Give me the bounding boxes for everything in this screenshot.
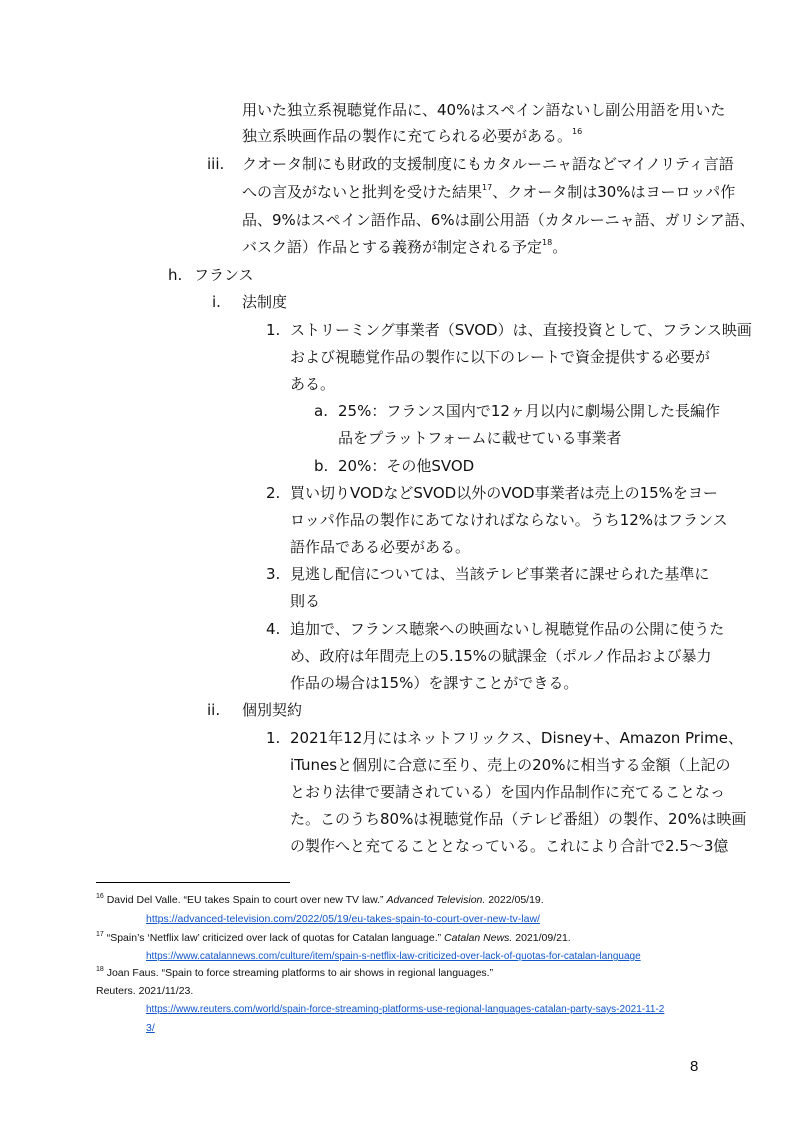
body-line: ロッパ作品の製作にあてなければならない。うち12%はフランス xyxy=(290,511,728,529)
footnote-ref-16[interactable]: 16 xyxy=(572,127,583,136)
body-line: クオータ制にも財政的支援制度にもカタルーニャ語などマイノリティ言語 xyxy=(242,155,734,173)
list-marker: iii. xyxy=(207,155,225,173)
body-line: 用いた独立系視聴覚作品に、40%はスペイン語ないし副公用語を用いた xyxy=(242,101,726,119)
list-marker: 4. xyxy=(266,620,281,638)
body-line: 語作品である必要がある。 xyxy=(290,538,471,556)
footnote-ref-18[interactable]: 18 xyxy=(542,238,553,247)
source-title: Catalan News. xyxy=(444,932,513,944)
body-line: 品をプラットフォームに載せている事業者 xyxy=(338,429,622,447)
text: 2022/05/19. xyxy=(485,894,544,906)
text: 。 xyxy=(552,238,568,256)
footnote-link[interactable]: https://www.catalannews.com/culture/item/spain-s-netflix-law-criticized-over-lack-of-quotas-for-catalan-language xyxy=(146,951,641,962)
source-title: Advanced Television. xyxy=(386,894,486,906)
footnote-16 xyxy=(96,893,544,907)
body-line: 買い切りVODなどSVOD以外のVOD事業者は売上の15%をヨー xyxy=(290,484,718,502)
section-heading: フランス xyxy=(194,266,254,284)
body-line xyxy=(242,126,582,146)
text: 2021/09/21. xyxy=(512,932,571,944)
body-line xyxy=(242,182,735,202)
text: “Spain’s ‘Netflix law’ criticized over lack of quotas for Catalan language.” xyxy=(106,932,445,944)
body-line: とおり法律で要請されている）を国内作品制作に充てることなっ xyxy=(290,783,726,801)
text: 独立系映画作品の製作に充てられる必要がある。 xyxy=(242,127,573,145)
footnote-18 xyxy=(96,966,493,980)
footnote-text: Reuters. 2021/11/23. xyxy=(96,985,194,997)
body-line: 追加で、フランス聴衆への映画ないし視聴覚作品の公開に使うた xyxy=(290,620,725,638)
body-line: 20%：その他SVOD xyxy=(338,457,475,475)
body-line: 品、9%はスペイン語作品、6%は副公用語（カタルーニャ語、ガリシア語、 xyxy=(242,211,755,229)
body-line: iTunesと個別に合意に至り、売上の20%に相当する金額（上記の xyxy=(290,756,731,774)
subsection-heading: 法制度 xyxy=(242,293,288,311)
text: バスク語）作品とする義務が制定される予定 xyxy=(242,238,543,256)
text: David Del Valle. “EU takes Spain to court over new TV law.” xyxy=(106,894,387,906)
footnote-separator xyxy=(96,882,290,883)
text: への言及がないと批判を受けた結果 xyxy=(242,183,483,201)
body-line: ストリーミング事業者（SVOD）は、直接投資として、フランス映画 xyxy=(290,321,752,339)
page-number: 8 xyxy=(690,1058,699,1075)
footnote-ref-17[interactable]: 17 xyxy=(482,183,493,192)
footnote-link[interactable]: https://www.reuters.com/world/spain-force-streaming-platforms-use-regional-languages-catalan-party-says-2021-11-2 xyxy=(146,1004,665,1015)
subsection-heading: 個別契約 xyxy=(242,701,303,719)
list-marker: 3. xyxy=(266,565,281,583)
body-line xyxy=(242,237,567,257)
text: Joan Faus. “Spain to force streaming platforms to air shows in regional languages.” xyxy=(106,967,494,979)
body-line: および視聴覚作品の製作に以下のレートで資金提供する必要が xyxy=(290,348,711,366)
body-line: 則る xyxy=(290,592,321,610)
body-line: 作品の場合は15%）を課すことができる。 xyxy=(290,674,579,692)
footnote-number: 16 xyxy=(96,893,104,900)
body-line: 2021年12月にはネットフリックス、Disney+、Amazon Prime、 xyxy=(290,729,743,747)
footnote-link[interactable]: 3/ xyxy=(146,1022,155,1034)
footnote-link[interactable]: https://advanced-television.com/2022/05/19/eu-takes-spain-to-court-over-new-tv-law/ xyxy=(146,913,540,925)
list-marker: b. xyxy=(314,457,329,475)
body-line: め、政府は年間売上の5.15%の賦課金（ポルノ作品および暴力 xyxy=(290,647,712,665)
body-line: ある。 xyxy=(290,375,336,393)
list-marker: a. xyxy=(314,402,328,420)
text: 、クオータ制は30%はヨーロッパ作 xyxy=(492,183,736,201)
body-line: 見逃し配信については、当該テレビ事業者に課せられた基準に xyxy=(290,565,710,583)
list-marker: ii. xyxy=(207,701,221,719)
list-marker: 1. xyxy=(266,321,281,339)
body-line: の製作へと充てることとなっている。これにより合計で2.5〜3億 xyxy=(290,837,729,855)
list-marker: i. xyxy=(212,293,221,311)
footnote-number: 17 xyxy=(96,931,104,938)
body-line: 25%：フランス国内で12ヶ月以内に劇場公開した長編作 xyxy=(338,402,720,420)
body-line: た。このうち80%は視聴覚作品（テレビ番組）の製作、20%は映画 xyxy=(290,810,747,828)
list-marker: 1. xyxy=(266,729,281,747)
list-marker: h. xyxy=(168,266,183,284)
footnote-number: 18 xyxy=(96,966,104,973)
list-marker: 2. xyxy=(266,484,281,502)
footnote-17 xyxy=(96,931,571,945)
